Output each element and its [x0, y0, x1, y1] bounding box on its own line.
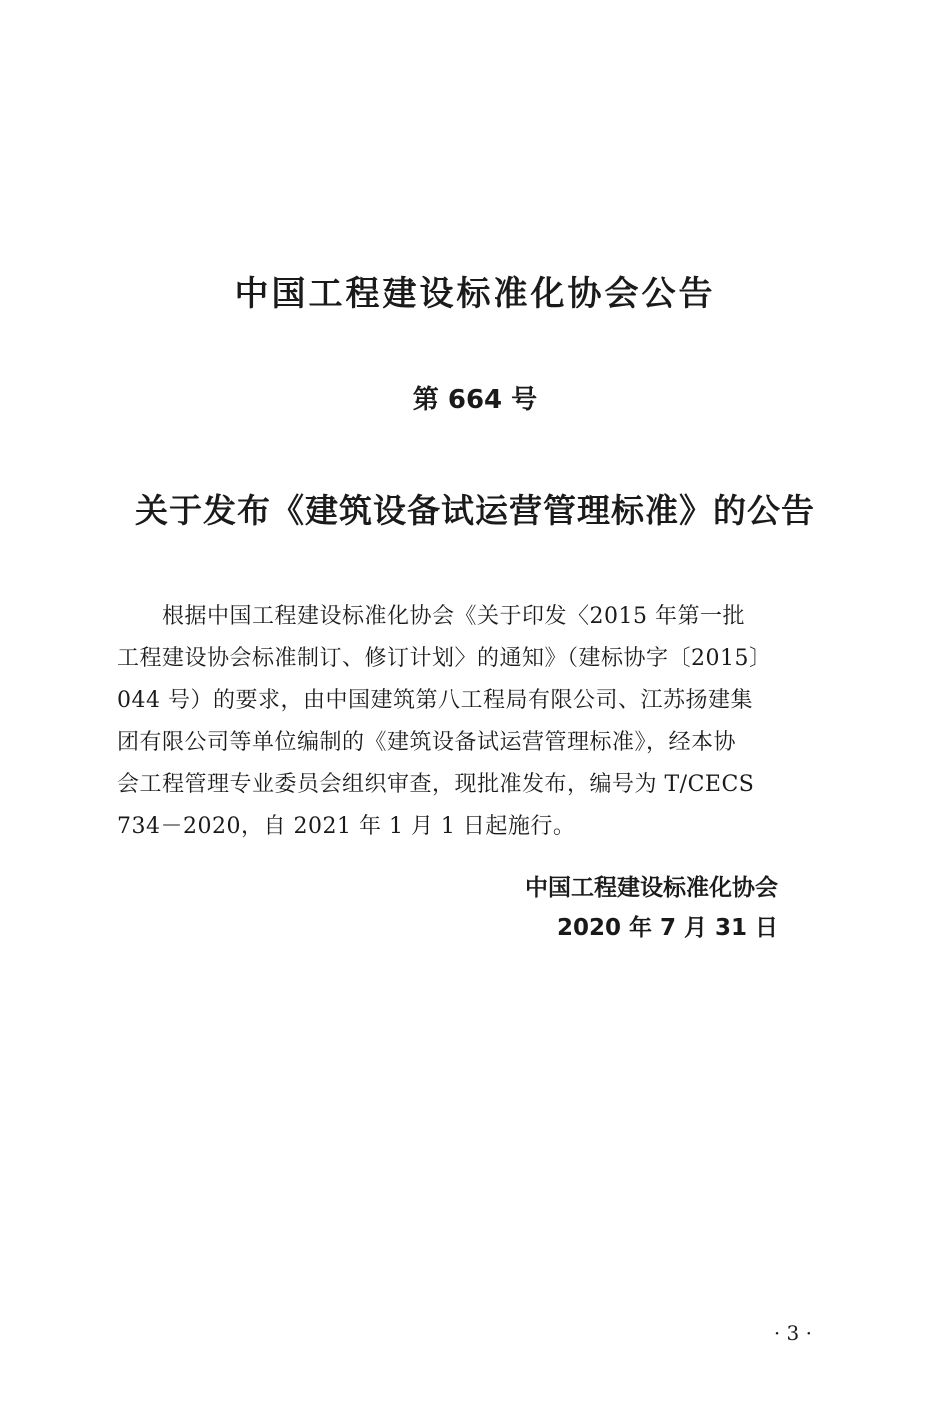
- body-line: 工程建设协会标准制订、修订计划〉的通知》（建标协字〔2015〕: [117, 646, 772, 671]
- body-line: 会工程管理专业委员会组织审查，现批准发布，编号为 T/CECS: [117, 772, 755, 797]
- body-line: 044 号）的要求，由中国建筑第八工程局有限公司、江苏扬建集: [117, 688, 753, 713]
- issue-date: 2020 年 7 月 31 日: [556, 915, 778, 941]
- body-line: 734－2020，自 2021 年 1 月 1 日起施行。: [117, 814, 576, 839]
- signer-organization: 中国工程建设标准化协会: [525, 875, 778, 901]
- announcement-title: 中国工程建设标准化协会公告: [234, 274, 716, 314]
- body-line: 团有限公司等单位编制的《建筑设备试运营管理标准》，经本协: [117, 730, 737, 755]
- announcement-subject: 关于发布《建筑设备试运营管理标准》的公告: [135, 491, 815, 530]
- body-line: 根据中国工程建设标准化协会《关于印发〈2015 年第一批: [117, 604, 745, 629]
- announcement-body: [117, 596, 833, 848]
- announcement-number: 第 664 号: [412, 385, 538, 415]
- page-number: · 3 ·: [773, 1321, 812, 1345]
